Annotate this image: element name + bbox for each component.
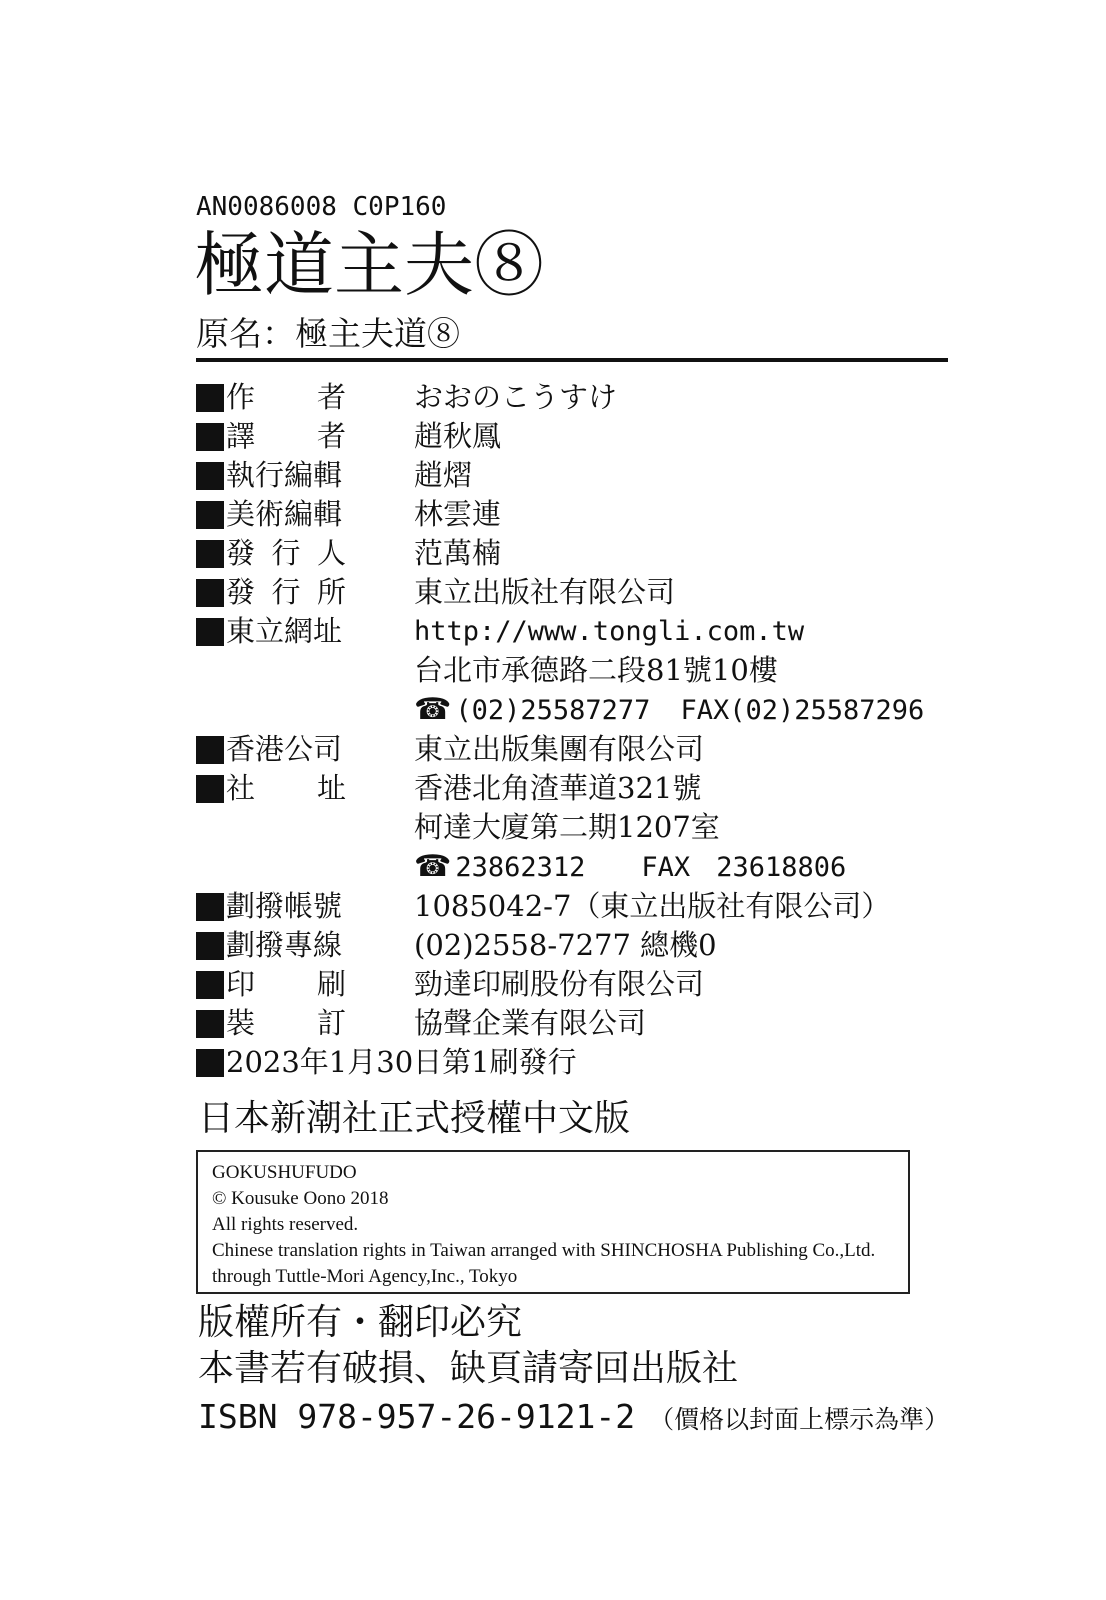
hk-phone-line xyxy=(414,847,846,887)
credit-value: 協聲企業有限公司 xyxy=(414,1006,647,1040)
copyright-box xyxy=(196,1150,910,1294)
label-website: 東立網址 xyxy=(226,614,343,648)
label-binding: 裝 訂 xyxy=(226,1006,346,1040)
hk-address-line-2: 柯達大廈第二期1207室 xyxy=(414,810,720,844)
telephone-icon: ☎ xyxy=(414,692,452,727)
credit-row-binding xyxy=(196,1004,956,1043)
credit-label xyxy=(196,495,414,534)
square-bullet-icon xyxy=(196,462,224,490)
label-publishing-house: 發 行 所 xyxy=(226,575,346,609)
label-publisher: 發 行 人 xyxy=(226,536,346,570)
square-bullet-icon xyxy=(196,775,224,803)
credit-value: 林雲連 xyxy=(414,497,502,531)
square-bullet-icon xyxy=(196,501,224,529)
credit-row-translator xyxy=(196,417,956,456)
license-statement: 日本新潮社正式授權中文版 xyxy=(198,1098,631,1139)
credit-label-text xyxy=(226,495,346,534)
isbn-number: ISBN 978-957-26-9121-2 xyxy=(198,1397,636,1436)
taipei-fax: FAX(02)25587296 xyxy=(680,695,925,726)
credit-label xyxy=(196,887,414,926)
credit-value: 趙秋鳳 xyxy=(414,419,502,453)
price-note: （價格以封面上標示為準） xyxy=(649,1405,950,1434)
credit-label xyxy=(196,417,414,456)
credit-label xyxy=(196,965,414,1004)
credit-label xyxy=(196,534,414,573)
rights-notice: 版權所有・翻印必究 xyxy=(198,1302,523,1343)
credits-list xyxy=(196,378,956,1082)
label-postal-account: 劃撥帳號 xyxy=(226,889,343,923)
credit-row-author xyxy=(196,378,956,417)
square-bullet-icon xyxy=(196,1010,224,1038)
label-hk-company: 香港公司 xyxy=(226,732,343,766)
credit-label-text xyxy=(226,417,346,456)
copyright-line: through Tuttle-Mori Agency,Inc., Tokyo xyxy=(212,1266,518,1287)
credit-value: 趙熠 xyxy=(414,458,473,492)
publication-date xyxy=(196,1043,956,1082)
credit-label xyxy=(196,573,414,612)
credit-value: 范萬楠 xyxy=(414,536,502,570)
credit-value: (02)2558-7277 總機0 xyxy=(414,928,717,962)
credit-label-text xyxy=(226,887,346,926)
hk-fax: 23618806 xyxy=(716,852,847,883)
label-art-editor: 美術編輯 xyxy=(226,497,343,531)
credit-row-executive-editor xyxy=(196,456,956,495)
label-translator: 譯 者 xyxy=(226,419,346,453)
label-postal-hotline: 劃撥專線 xyxy=(226,928,343,962)
catalog-codes: AN0086008 C0P160 xyxy=(196,192,447,222)
credit-label-text xyxy=(226,573,346,612)
credit-label xyxy=(196,926,414,965)
square-bullet-icon xyxy=(196,579,224,607)
square-bullet-icon xyxy=(196,736,224,764)
copyright-line: Chinese translation rights in Taiwan arranged with SHINCHOSHA Publishing Co.,Ltd. xyxy=(212,1240,876,1261)
website-url: http://www.tongli.com.tw xyxy=(414,616,805,647)
credit-row-printing xyxy=(196,965,956,1004)
credit-label xyxy=(196,730,414,769)
square-bullet-icon xyxy=(196,971,224,999)
credit-row-hk-address xyxy=(196,769,956,887)
credit-value: 勁達印刷股份有限公司 xyxy=(414,967,705,1001)
damaged-notice: 本書若有破損、缺頁請寄回出版社 xyxy=(198,1348,739,1389)
label-printing: 印 刷 xyxy=(226,967,346,1001)
square-bullet-icon xyxy=(196,1049,224,1077)
hk-address-line-1: 香港北角渣華道321號 xyxy=(414,771,702,805)
original-title: 原名：極主夫道⑧ xyxy=(196,314,460,353)
credit-label xyxy=(196,1004,414,1043)
title-divider xyxy=(196,358,948,362)
isbn-line xyxy=(198,1394,949,1443)
credit-row-publishing-house xyxy=(196,573,956,612)
label-hk-address: 社 址 xyxy=(226,771,346,805)
credit-label-text xyxy=(226,378,346,417)
credit-label xyxy=(196,769,414,808)
taipei-phone-line xyxy=(414,690,924,730)
label-author: 作 者 xyxy=(226,380,346,414)
copyright-line: © Kousuke Oono 2018 xyxy=(212,1188,389,1209)
credit-label-text xyxy=(226,612,346,651)
square-bullet-icon xyxy=(196,893,224,921)
taipei-address: 台北市承德路二段81號10樓 xyxy=(414,653,778,687)
credit-row-hk-company xyxy=(196,730,956,769)
credit-value: 東立出版社有限公司 xyxy=(414,575,676,609)
credit-row-website xyxy=(196,612,956,730)
telephone-icon: ☎ xyxy=(414,849,452,884)
label-executive-editor: 執行編輯 xyxy=(226,458,343,492)
credit-row-publisher xyxy=(196,534,956,573)
credit-label-text xyxy=(226,769,346,808)
credit-label xyxy=(196,378,414,417)
credit-label-text xyxy=(226,534,346,573)
publication-date-text: 2023年1月30日第1刷發行 xyxy=(226,1045,577,1079)
square-bullet-icon xyxy=(196,423,224,451)
copyright-line: All rights reserved. xyxy=(212,1214,359,1235)
credit-label-text xyxy=(226,926,346,965)
credit-row-postal-hotline xyxy=(196,926,956,965)
copyright-line: GOKUSHUFUDO xyxy=(212,1162,357,1183)
credit-row-art-editor xyxy=(196,495,956,534)
credit-label-text xyxy=(226,730,346,769)
credit-row-postal-account xyxy=(196,887,956,926)
square-bullet-icon xyxy=(196,384,224,412)
credit-label-text xyxy=(226,965,346,1004)
credit-label xyxy=(196,456,414,495)
credit-value: 1085042-7（東立出版社有限公司） xyxy=(414,889,891,923)
hk-tel: 23862312 xyxy=(455,852,586,883)
square-bullet-icon xyxy=(196,932,224,960)
square-bullet-icon xyxy=(196,540,224,568)
hk-fax-label: FAX xyxy=(641,852,691,883)
credit-label xyxy=(196,612,414,651)
book-title: 極道主夫⑧ xyxy=(194,224,544,306)
credit-value: 東立出版集團有限公司 xyxy=(414,732,705,766)
square-bullet-icon xyxy=(196,618,224,646)
credit-label-text xyxy=(226,456,346,495)
credit-label-text xyxy=(226,1004,346,1043)
credit-value: おおのこうすけ xyxy=(414,380,618,414)
taipei-tel: (02)25587277 xyxy=(455,695,651,726)
